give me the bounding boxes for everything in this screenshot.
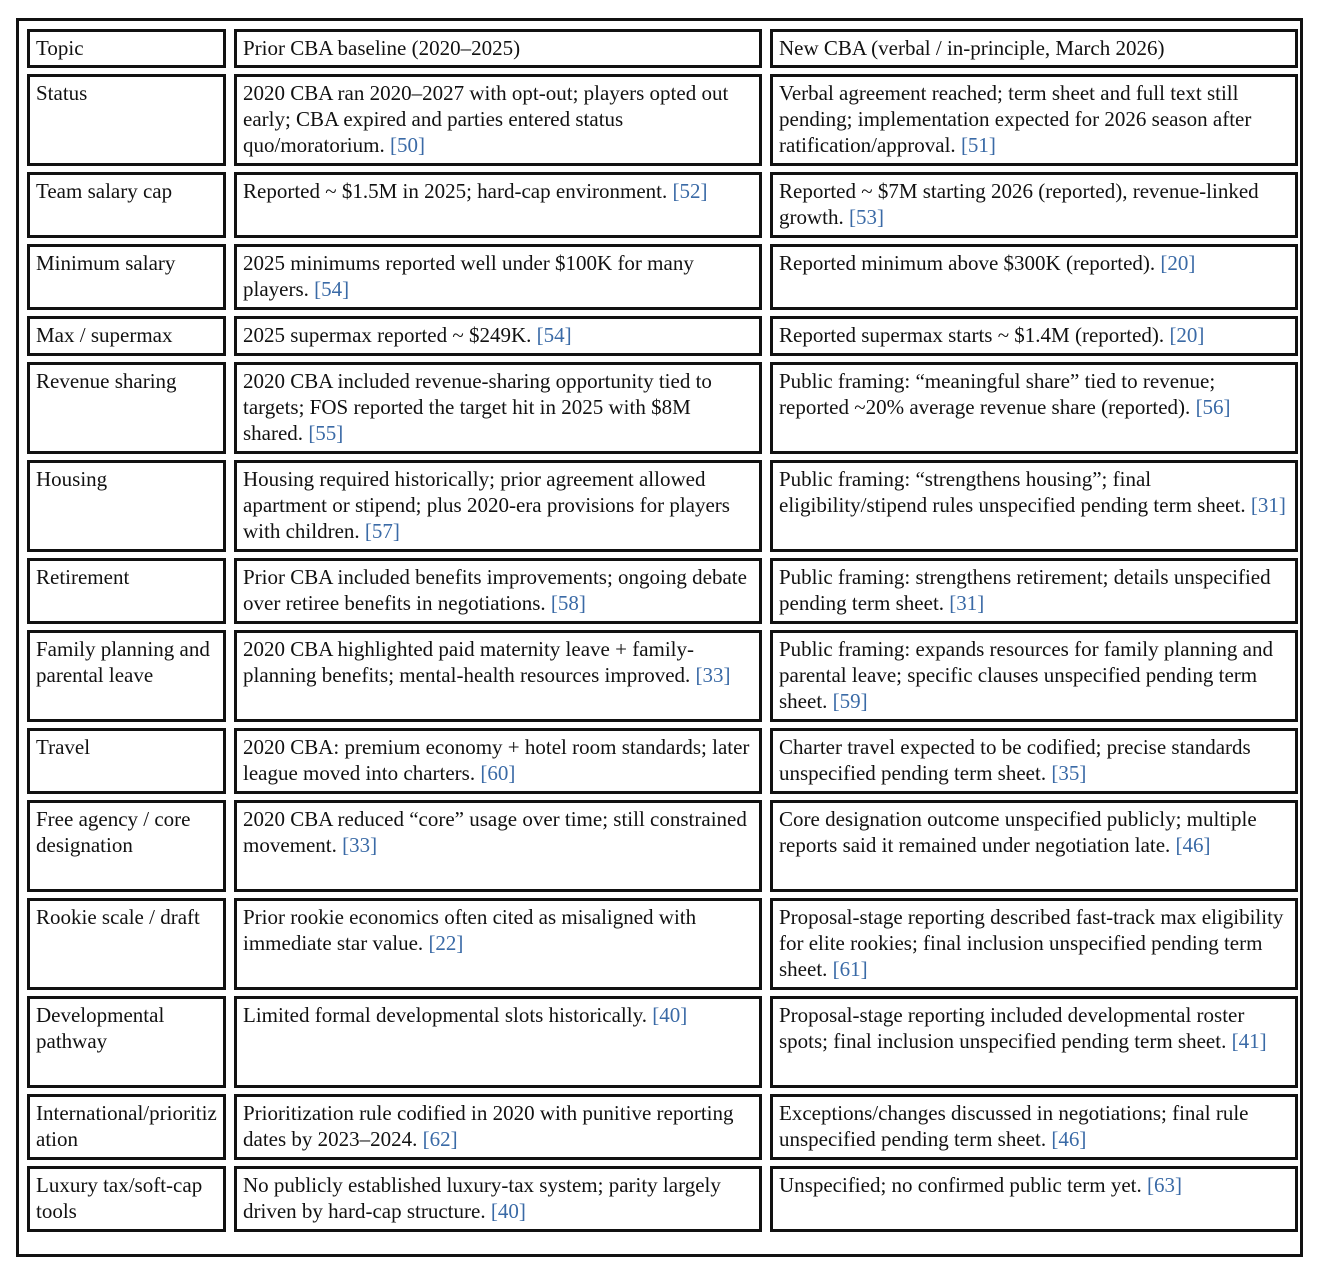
table-row xyxy=(27,630,1298,722)
citation-link[interactable]: [40] xyxy=(490,1199,526,1223)
topic-cell xyxy=(27,460,226,552)
table-row xyxy=(27,1166,1298,1232)
topic-cell xyxy=(27,244,226,310)
topic-cell xyxy=(27,74,226,166)
topic-cell-text: Developmental pathway xyxy=(36,1003,165,1053)
cba-comparison-table xyxy=(27,23,1298,1238)
prior-cell xyxy=(234,460,762,552)
citation-link[interactable]: [33] xyxy=(342,833,378,857)
prior-cell xyxy=(234,800,762,892)
citation-link[interactable]: [63] xyxy=(1146,1173,1182,1197)
prior-cell xyxy=(234,316,762,356)
new-cell xyxy=(770,74,1298,166)
prior-cell-text: No publicly established luxury-tax system; parity largely driven by hard-cap structure. xyxy=(243,1173,721,1223)
header-topic: Topic xyxy=(27,29,226,68)
new-cell-text: Public framing: strengthens retirement; details unspecified pending term sheet. xyxy=(779,565,1271,615)
table-row xyxy=(27,362,1298,454)
table-frame xyxy=(16,18,1303,1257)
table-row xyxy=(27,800,1298,892)
new-cell-text: Public framing: “strengthens housing”; final eligibility/stipend rules unspecified pending term sheet. xyxy=(779,467,1246,517)
new-cell xyxy=(770,1166,1298,1232)
prior-cell xyxy=(234,172,762,238)
topic-cell-text: Luxury tax/soft-cap tools xyxy=(36,1173,203,1223)
table-row xyxy=(27,244,1298,310)
new-cell xyxy=(770,996,1298,1088)
prior-cell-text: Prioritization rule codified in 2020 with punitive reporting dates by 2023–2024. xyxy=(243,1101,734,1151)
new-cell-text: Public framing: expands resources for family planning and parental leave; specific clauses unspecified pending term sheet. xyxy=(779,637,1273,713)
topic-cell xyxy=(27,1094,226,1160)
topic-cell-text: Family planning and parental leave xyxy=(36,637,210,687)
citation-link[interactable]: [35] xyxy=(1051,761,1087,785)
citation-link[interactable]: [41] xyxy=(1231,1029,1267,1053)
new-cell-text: Core designation outcome unspecified publicly; multiple reports said it remained under negotiation late. xyxy=(779,807,1257,857)
topic-cell xyxy=(27,1166,226,1232)
topic-cell xyxy=(27,800,226,892)
new-cell xyxy=(770,460,1298,552)
topic-cell-text: Team salary cap xyxy=(36,179,173,203)
table-row xyxy=(27,460,1298,552)
new-cell xyxy=(770,244,1298,310)
prior-cell-text: Limited formal developmental slots historically. xyxy=(243,1003,647,1027)
new-cell-text: Reported minimum above $300K (reported). xyxy=(779,251,1156,275)
new-cell-text: Unspecified; no confirmed public term yet. xyxy=(779,1173,1142,1197)
citation-link[interactable]: [54] xyxy=(536,323,572,347)
prior-cell xyxy=(234,74,762,166)
new-cell xyxy=(770,898,1298,990)
citation-link[interactable]: [59] xyxy=(832,689,868,713)
new-cell-text: Proposal-stage reporting included developmental roster spots; final inclusion unspecified pending term sheet. xyxy=(779,1003,1245,1053)
prior-cell-text: Housing required historically; prior agreement allowed apartment or stipend; plus 2020-era provisions for players with children. xyxy=(243,467,730,543)
table-row xyxy=(27,558,1298,624)
topic-cell-text: Rookie scale / draft xyxy=(36,905,200,929)
topic-cell xyxy=(27,316,226,356)
citation-link[interactable]: [54] xyxy=(314,277,350,301)
table-row xyxy=(27,898,1298,990)
topic-cell-text: Travel xyxy=(36,735,91,759)
citation-link[interactable]: [58] xyxy=(550,591,586,615)
citation-link[interactable]: [20] xyxy=(1160,251,1196,275)
new-cell xyxy=(770,800,1298,892)
prior-cell-text: 2020 CBA included revenue-sharing opportunity tied to targets; FOS reported the target hit in 2025 with $8M shared. xyxy=(243,369,712,445)
prior-cell-text: 2025 supermax reported ~ $249K. xyxy=(243,323,532,347)
prior-cell xyxy=(234,630,762,722)
citation-link[interactable]: [46] xyxy=(1175,833,1211,857)
topic-cell-text: Retirement xyxy=(36,565,130,589)
citation-link[interactable]: [57] xyxy=(364,519,400,543)
citation-link[interactable]: [31] xyxy=(949,591,985,615)
citation-link[interactable]: [56] xyxy=(1195,395,1231,419)
header-new: New CBA (verbal / in-principle, March 2026) xyxy=(770,29,1298,68)
header-prior: Prior CBA baseline (2020–2025) xyxy=(234,29,762,68)
prior-cell xyxy=(234,244,762,310)
prior-cell-text: Prior CBA included benefits improvements; ongoing debate over retiree benefits in negotiations. xyxy=(243,565,747,615)
table-row xyxy=(27,316,1298,356)
new-cell-text: Proposal-stage reporting described fast-track max eligibility for elite rookies; final inclusion unspecified pending term sheet. xyxy=(779,905,1284,981)
topic-cell-text: Minimum salary xyxy=(36,251,176,275)
citation-link[interactable]: [61] xyxy=(832,957,868,981)
new-cell-text: Exceptions/changes discussed in negotiations; final rule unspecified pending term sheet. xyxy=(779,1101,1249,1151)
new-cell xyxy=(770,558,1298,624)
citation-link[interactable]: [50] xyxy=(389,133,425,157)
citation-link[interactable]: [22] xyxy=(428,931,464,955)
citation-link[interactable]: [60] xyxy=(480,761,516,785)
prior-cell xyxy=(234,898,762,990)
topic-cell-text: Revenue sharing xyxy=(36,369,177,393)
new-cell-text: Reported supermax starts ~ $1.4M (reported). xyxy=(779,323,1165,347)
prior-cell-text: 2020 CBA ran 2020–2027 with opt-out; players opted out early; CBA expired and parties entered status quo/moratorium. xyxy=(243,81,729,157)
prior-cell xyxy=(234,1094,762,1160)
table-row xyxy=(27,728,1298,794)
prior-cell xyxy=(234,1166,762,1232)
topic-cell xyxy=(27,728,226,794)
citation-link[interactable]: [46] xyxy=(1051,1127,1087,1151)
new-cell-text: Verbal agreement reached; term sheet and full text still pending; implementation expected for 2026 season after ratification/approval. xyxy=(779,81,1252,157)
topic-cell xyxy=(27,630,226,722)
table-row xyxy=(27,996,1298,1088)
citation-link[interactable]: [40] xyxy=(652,1003,688,1027)
citation-link[interactable]: [62] xyxy=(422,1127,458,1151)
new-cell xyxy=(770,630,1298,722)
citation-link[interactable]: [20] xyxy=(1169,323,1205,347)
prior-cell-text: Prior rookie economics often cited as misaligned with immediate star value. xyxy=(243,905,697,955)
topic-cell-text: Status xyxy=(36,81,88,105)
table-row xyxy=(27,1094,1298,1160)
new-cell xyxy=(770,1094,1298,1160)
prior-cell-text: 2025 minimums reported well under $100K for many players. xyxy=(243,251,694,301)
header-row xyxy=(27,29,1298,68)
table-row xyxy=(27,74,1298,166)
prior-cell-text: 2020 CBA highlighted paid maternity leave + family-planning benefits; mental-health resources improved. xyxy=(243,637,695,687)
citation-link[interactable]: [51] xyxy=(960,133,996,157)
topic-cell-text: Max / supermax xyxy=(36,323,173,347)
prior-cell-text: Reported ~ $1.5M in 2025; hard-cap environment. xyxy=(243,179,668,203)
new-cell-text: Public framing: “meaningful share” tied to revenue; reported ~20% average revenue share (reported). xyxy=(779,369,1216,419)
citation-link[interactable]: [55] xyxy=(308,421,344,445)
prior-cell xyxy=(234,728,762,794)
new-cell xyxy=(770,316,1298,356)
citation-link[interactable]: [52] xyxy=(672,179,708,203)
topic-cell xyxy=(27,996,226,1088)
topic-cell xyxy=(27,558,226,624)
topic-cell xyxy=(27,898,226,990)
new-cell-text: Charter travel expected to be codified; precise standards unspecified pending term sheet. xyxy=(779,735,1251,785)
citation-link[interactable]: [53] xyxy=(849,205,884,229)
citation-link[interactable]: [33] xyxy=(695,663,731,687)
table-row xyxy=(27,172,1298,238)
prior-cell xyxy=(234,362,762,454)
prior-cell-text: 2020 CBA: premium economy + hotel room standards; later league moved into charters. xyxy=(243,735,750,785)
topic-cell xyxy=(27,172,226,238)
topic-cell-text: Free agency / core designation xyxy=(36,807,191,857)
prior-cell xyxy=(234,558,762,624)
citation-link[interactable]: [31] xyxy=(1250,493,1286,517)
new-cell xyxy=(770,362,1298,454)
topic-cell-text: Housing xyxy=(36,467,108,491)
prior-cell-text: 2020 CBA reduced “core” usage over time; still constrained movement. xyxy=(243,807,747,857)
topic-cell xyxy=(27,362,226,454)
new-cell xyxy=(770,172,1298,238)
topic-cell-text: International/prioritization xyxy=(36,1101,217,1151)
prior-cell xyxy=(234,996,762,1088)
new-cell xyxy=(770,728,1298,794)
new-cell-text: Reported ~ $7M starting 2026 (reported), revenue-linked growth. xyxy=(779,179,1259,229)
